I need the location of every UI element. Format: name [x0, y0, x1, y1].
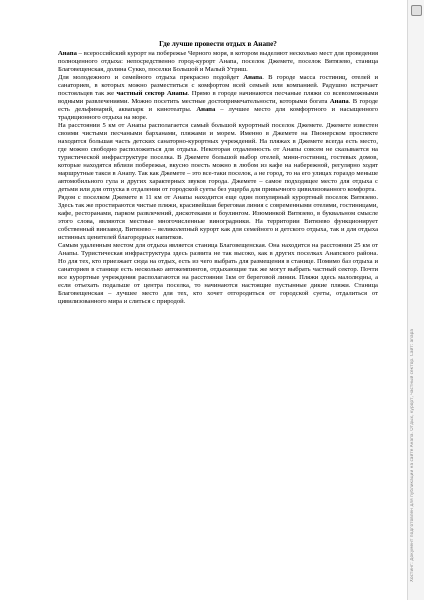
text-run: – лучшее место для комфортного и насыщенного традиционного отдыха на море.: [58, 106, 379, 121]
text-run: – всероссийский курорт на побережье Черного моря, в котором выделяют несколько мест для проведения полноценного отдыха: непосредственно город-курорт Анапа, поселок Джемете, поселок Витязево, станица Благовещенская, долина Сукко, поселки Большой и Малый Утриш.: [58, 50, 378, 73]
bold-text: Анапа: [196, 106, 216, 113]
side-watermark-text: Хостинг: Документ подготовлен для публикации на сайте Анапа. Отдых, курорт, частный сектор. Сайт: anapa: [410, 329, 415, 582]
text-run: Для молодежного и семейного отдыха прекрасно подойдет: [58, 74, 244, 81]
paragraph: [58, 122, 378, 194]
text-run: Самым удаленным местом для отдыха является станица Благовещенская. Она находится на расстоянии 25 км от Анапы. Туристическая инфраструктура здесь развита не так высоко, как в других поселках Анапского района. Но для тех, кто приезжает сюда на отдых, есть из чего выбрать для размещения в станице. Помимо баз отдыха и санаториев в станице есть несколько автокемпингов, отдыхающие так же могут выбрать частный сектор. Почти все курортные учреждения располагаются на расстоянии 1км от береговой линии. Пляжи здесь малолюдны, а если отъехать подальше от центра поселка, то начинаются настоящие пустынные дикие пляжи. Станица Благовещенская – лучшее место для тех, кто хочет отгородиться от городской суеты, отдалиться от цивилизованного мира и слиться с природой.: [58, 242, 378, 305]
paragraph: [58, 242, 378, 306]
bold-text: Анапа: [58, 50, 77, 57]
bold-text: частный сектор Анапы: [116, 90, 188, 97]
side-toolbar: [407, 0, 424, 600]
text-run: . Прямо в городе начинаются песчаные пляжи со всевозможными водными развлечениями. Можно посетить местные достопримечательности, которыми богата: [58, 90, 378, 105]
bold-text: Анапа: [243, 74, 263, 81]
document-body: [58, 50, 378, 306]
text-run: . В городе масса гостиниц, отелей и санаториев, в которых можно разместиться с комфортом всей семьей или компанией. Радушно встречает постояльцев так же: [58, 74, 378, 97]
document-page: [58, 40, 378, 306]
text-run: . В городе есть дельфинарий, аквапарк и кинотеатры.: [58, 98, 378, 113]
document-title: Где лучше провести отдых в Анапе?: [159, 40, 277, 48]
bold-text: Анапа: [329, 98, 349, 105]
text-run: Рядом с поселком Джемете в 11 км от Анапы находится еще один популярный курортный поселок Витязево. Здесь так же простираются чистые пляжи, красивейшая береговая линия с современными отелями, гостиницами, кафе, ресторанами, парком развлечений, дискотеками и боулингом. Изюминкой Витязево, в буквальном смысле этого слова, являются местные многочисленные виноградники. На территории Витязево функционирует собственный винзавод. Витязево – великолепный курорт как для семейного и детского отдыха, так и для отдыха истинных ценителей благородных напитков.: [58, 194, 378, 241]
text-run: На расстоянии 5 км от Анапы располагается самый большой курортный поселок Джемете. Джемете известен своими чистыми песчаными барханами, пляжами и морем. Именно в Джемете на Пионерском проспекте находится большая часть детских санаторно-курортных учреждений. На пляжах в Джемете всегда есть место, где можно свободно расположиться для отдыха. Некоторая отдаленность от Анапы совсем не сказывается на туристической инфраструктуре поселка. В Джемете большой выбор отелей, мини-гостиниц, гостевых домов, которые находятся вблизи побережья, вкусно поесть можно в любом из кафе на набережной, регулярно ходят маршрутные такси в Анапу. Так как Джемете – это все-таки поселок, а не город, то на его улицах гораздо меньше автомобильного гула и других характерных звуков города. Джемете – самое подходящее место для отдыха с детьми или для отпуска в отдалении от городской суеты без ущерба для привычного цивилизованного комфорта.: [58, 122, 378, 193]
paragraph: [58, 194, 378, 242]
paragraph: [58, 74, 378, 122]
logo-icon: [411, 5, 422, 16]
paragraph: [58, 50, 378, 74]
